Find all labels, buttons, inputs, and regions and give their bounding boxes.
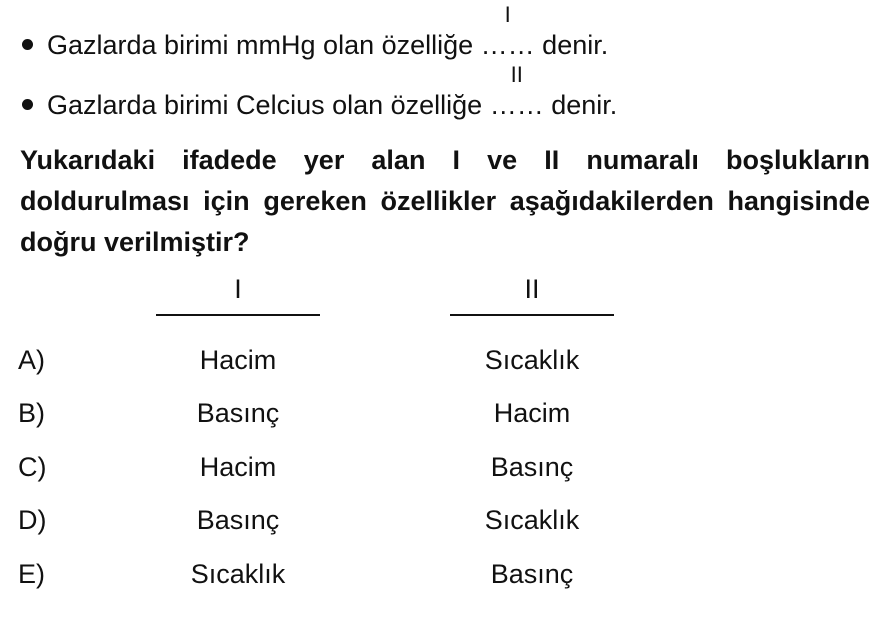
option-col-i: Hacim xyxy=(199,345,277,375)
option-col-i: Basınç xyxy=(196,398,280,428)
statement-1-after: denir. xyxy=(534,30,609,60)
statement-2-blank xyxy=(489,62,544,122)
option-col-ii: Basınç xyxy=(490,559,574,589)
option-col-i: Sıcaklık xyxy=(190,559,286,589)
statement-2-blank-mark: II xyxy=(510,62,523,87)
option-a[interactable] xyxy=(0,340,894,380)
option-d[interactable] xyxy=(0,500,894,540)
option-letter: E) xyxy=(18,559,45,589)
option-letter: D) xyxy=(18,505,47,535)
option-letter: B) xyxy=(18,398,45,428)
question-text: Yukarıdaki ifadede yer alan I ve II numaralı boşlukların doldurulması için gereken özellikler aşağıdakilerden hangisinde doğru verilmiştir? xyxy=(20,145,870,257)
option-col-ii: Hacim xyxy=(493,398,571,428)
option-col-ii: Sıcaklık xyxy=(484,345,580,375)
statement-1 xyxy=(22,2,609,62)
option-e[interactable] xyxy=(0,554,894,594)
option-c[interactable] xyxy=(0,447,894,487)
option-letter: A) xyxy=(18,345,45,375)
option-letter: C) xyxy=(18,452,47,482)
statement-2-after: denir. xyxy=(543,90,618,120)
column-rule-ii xyxy=(450,314,614,316)
statement-2-before: Gazlarda birimi Celcius olan özelliğe xyxy=(47,90,490,120)
statement-1-before: Gazlarda birimi mmHg olan özelliğe xyxy=(47,30,481,60)
statement-2-blank-dots: …… xyxy=(489,90,544,120)
statement-1-blank-dots: …… xyxy=(480,30,535,60)
option-b[interactable] xyxy=(0,393,894,433)
option-col-i: Hacim xyxy=(199,452,277,482)
statement-1-blank xyxy=(480,2,535,62)
statement-1-blank-mark: I xyxy=(504,2,511,27)
option-col-ii: Basınç xyxy=(490,452,574,482)
option-col-ii: Sıcaklık xyxy=(484,505,580,535)
bullet-icon xyxy=(22,99,33,110)
option-col-i: Basınç xyxy=(196,505,280,535)
column-header-i: I xyxy=(234,274,242,304)
column-header-ii: II xyxy=(524,274,540,304)
statement-2 xyxy=(22,62,618,122)
column-rule-i xyxy=(156,314,320,316)
bullet-icon xyxy=(22,39,33,50)
